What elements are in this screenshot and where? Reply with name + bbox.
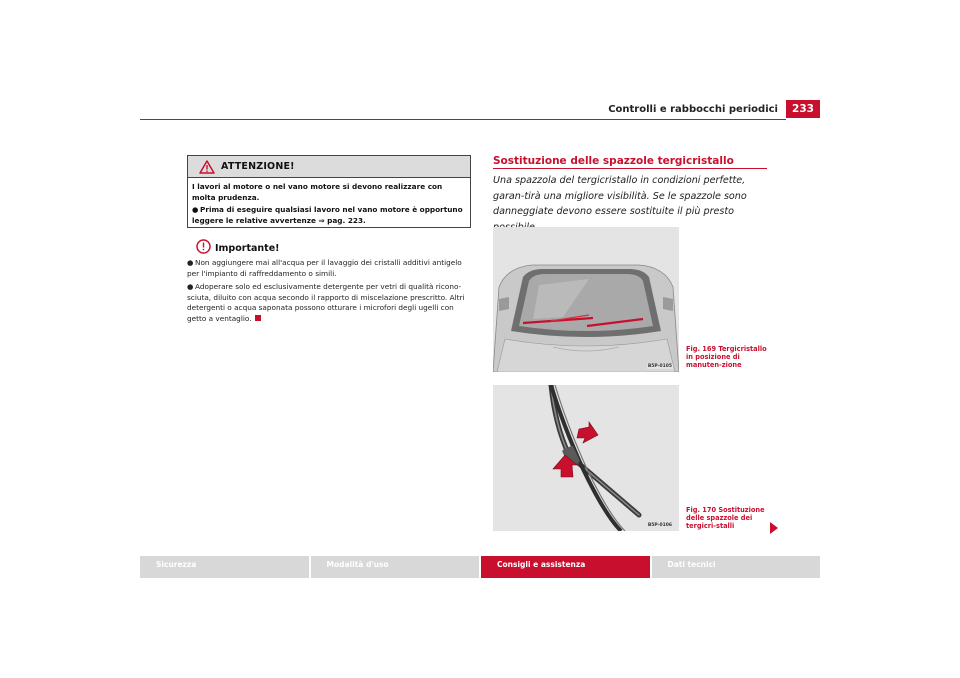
important-item <box>187 258 473 279</box>
warning-bullet-text: Prima di eseguire qualsiasi lavoro nel vano motore è opportuno leggere le relative avvertenze ⇒ pag. 223. <box>192 205 463 225</box>
next-page-arrow-icon[interactable] <box>770 522 778 534</box>
exclamation-circle-icon <box>196 239 211 254</box>
footer-nav <box>140 556 820 578</box>
figure-caption: Fig. 169 Tergicristallo in posizione di manuten-zione <box>686 345 767 369</box>
warning-bar <box>188 156 470 178</box>
warning-text: I lavori al motore o nel vano motore si devono realizzare con molta prudenza. <box>192 182 443 202</box>
bullet-icon: ● <box>187 282 194 292</box>
important-title: Importante! <box>215 243 280 254</box>
wiper-blade-illustration <box>493 385 679 531</box>
important-body <box>187 258 473 328</box>
important-item <box>187 282 473 324</box>
footer-tab-consigli-e-assistenza[interactable]: Consigli e assistenza <box>481 556 650 578</box>
figure-170 <box>493 385 679 531</box>
bullet-icon: ● <box>187 258 194 267</box>
page-header <box>140 100 820 120</box>
warning-body <box>192 182 468 228</box>
important-item-text: Adoperare solo ed esclusivamente detergente per vetri di qualità ricono-sciuta, diluito con acqua secondo il rapporto di miscelazione prescritto. Altri detergenti o acqua saponata possono otturare i microfori degli ugelli con getto a ventaglio. <box>187 282 465 323</box>
figure-caption: Fig. 170 Sostituzione delle spazzole dei tergicri-stalli <box>686 506 765 530</box>
footer-tab-sicurezza[interactable]: Sicurezza <box>140 556 309 578</box>
page-number: 233 <box>786 100 820 118</box>
bullet-icon: ● <box>192 205 199 215</box>
warning-title: ATTENZIONE! <box>221 161 295 172</box>
important-item-text: Non aggiungere mai all'acqua per il lavaggio dei cristalli additivi antigelo per l'impianto di raffreddamento o simili. <box>187 258 462 278</box>
warning-box <box>187 155 471 228</box>
figure-169 <box>493 227 679 372</box>
section-title: Sostituzione delle spazzole tergicristallo <box>493 155 734 167</box>
section-rule <box>493 168 767 169</box>
running-title: Controlli e rabbocchi periodici <box>608 104 778 115</box>
figure-code: B5P-0106 <box>647 523 672 528</box>
footer-tab-dati-tecnici[interactable]: Dati tecnici <box>652 556 821 578</box>
warning-triangle-icon <box>199 160 215 174</box>
footer-tab-modalita-duso[interactable]: Modalità d'uso <box>311 556 480 578</box>
end-of-section-icon <box>255 315 261 321</box>
warning-bullet-item <box>192 205 468 226</box>
figure-code: B5P-0105 <box>647 364 672 369</box>
section-intro: Una spazzola del tergicristallo in condizioni perfette, garan-tirà una migliore visibilità. Se le spazzole sono danneggiate devono essere sostituite il più presto <box>493 175 747 217</box>
header-rule <box>140 119 786 120</box>
car-windshield-illustration <box>493 227 679 372</box>
